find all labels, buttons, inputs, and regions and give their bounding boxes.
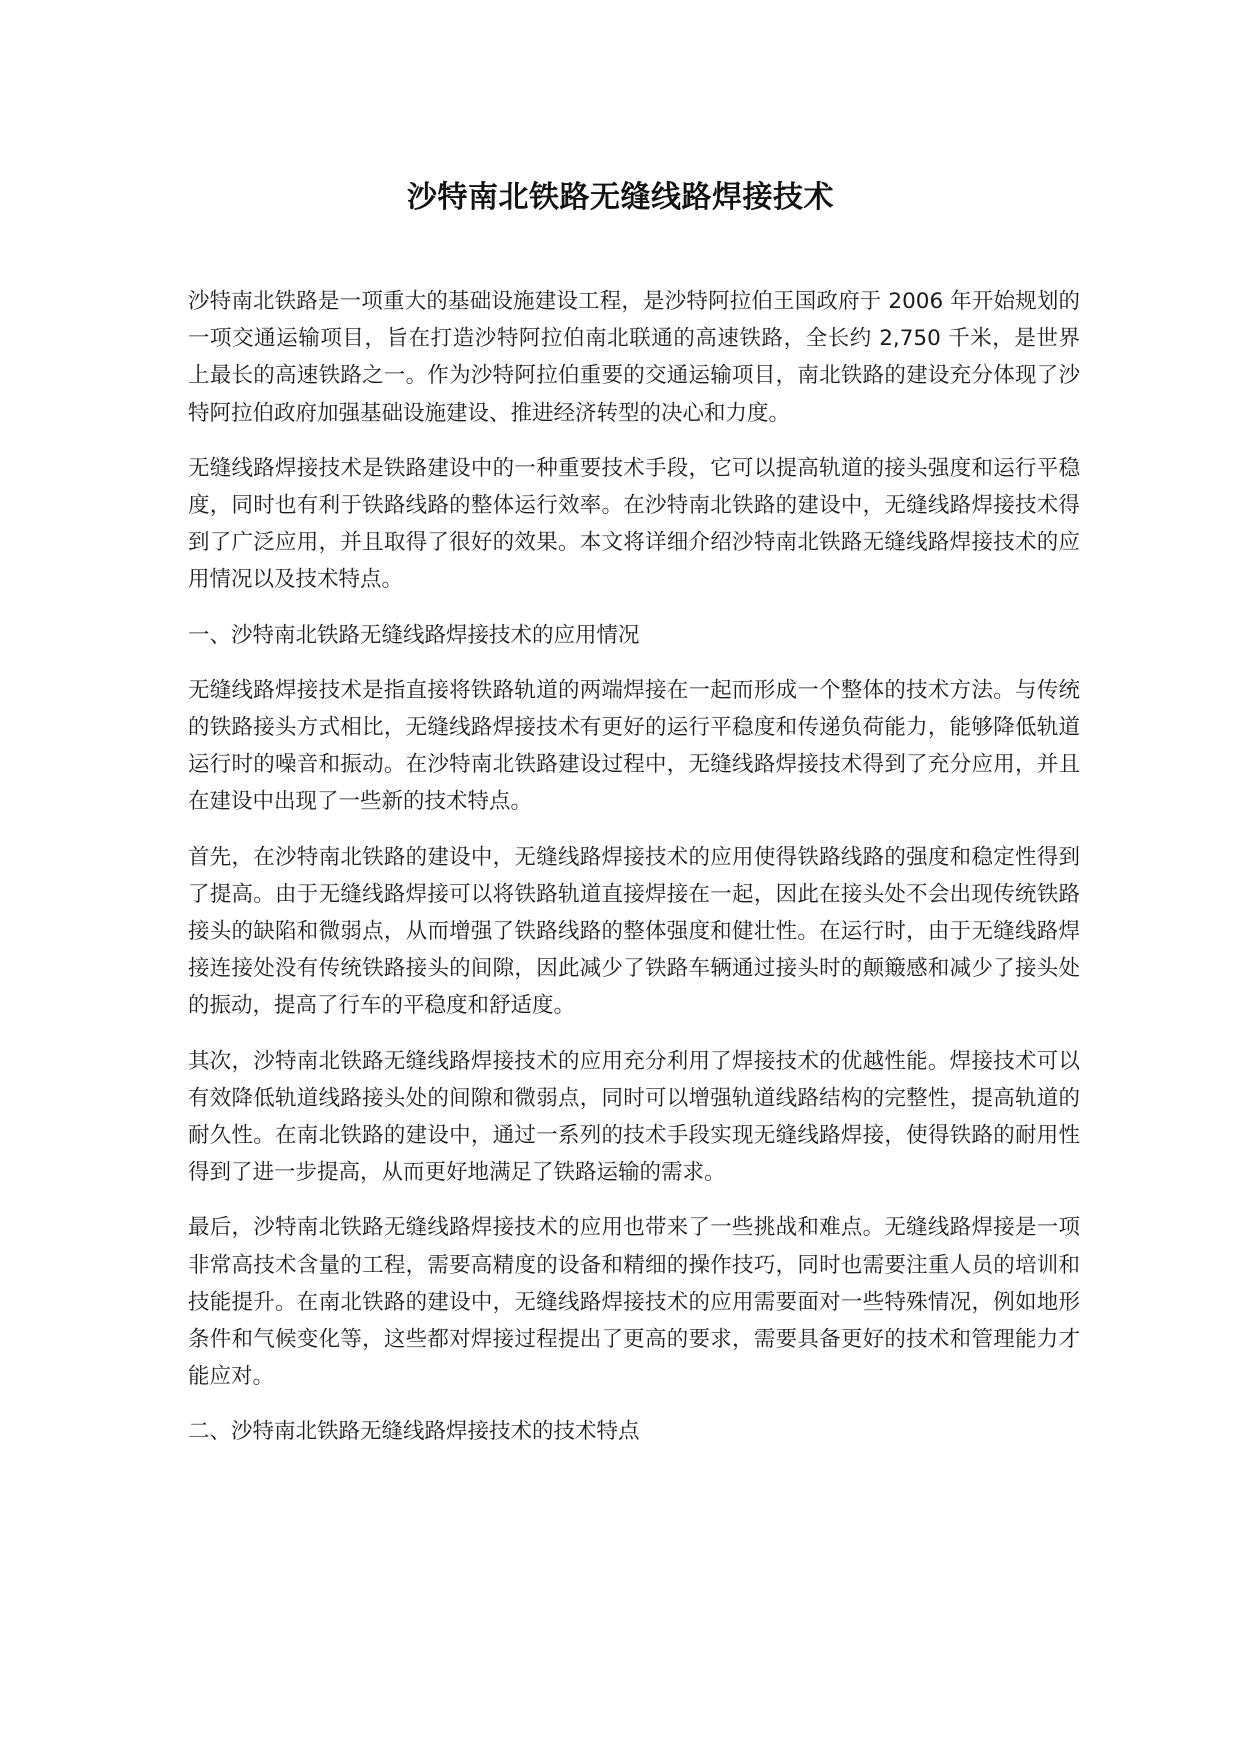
paragraph-first: 首先，在沙特南北铁路的建设中，无缝线路焊接技术的应用使得铁路线路的强度和稳定性得到了提高。由于无缝线路焊接可以将铁路轨道直接焊接在一起，因此在接头处不会出现传统铁路接头的缺陷和微弱点，从而增强了铁路线路的整体强度和健壮性。在运行时，由于无缝线路焊接连接处没有传统铁路接头的间隙，因此减少了铁路车辆通过接头时的颠簸感和减少了接头处的振动，提高了行车的平稳度和舒适度。 bbox=[188, 844, 1080, 1019]
paragraph-second: 其次，沙特南北铁路无缝线路焊接技术的应用充分利用了焊接技术的优越性能。焊接技术可以有效降低轨道线路接头处的间隙和微弱点，同时可以增强轨道线路结构的完整性，提高轨道的耐久性。在南北铁路的建设中，通过一系列的技术手段实现无缝线路焊接，使得铁路的耐用性得到了进一步提高，从而更好地满足了铁路运输的需求。 bbox=[188, 1048, 1080, 1186]
section-heading-1: 一、沙特南北铁路无缝线路焊接技术的应用情况 bbox=[188, 622, 640, 648]
paragraph-definition: 无缝线路焊接技术是指直接将铁路轨道的两端焊接在一起而形成一个整体的技术方法。与传统的铁路接头方式相比，无缝线路焊接技术有更好的运行平稳度和传递负荷能力，能够降低轨道运行时的噪音和振动。在沙特南北铁路建设过程中，无缝线路焊接技术得到了充分应用，并且在建设中出现了一些新的技术特点。 bbox=[188, 677, 1080, 815]
document-title: 沙特南北铁路无缝线路焊接技术 bbox=[407, 180, 834, 215]
section-heading-2: 二、沙特南北铁路无缝线路焊接技术的技术特点 bbox=[188, 1419, 640, 1445]
paragraph-last: 最后，沙特南北铁路无缝线路焊接技术的应用也带来了一些挑战和难点。无缝线路焊接是一项非常高技术含量的工程，需要高精度的设备和精细的操作技巧，同时也需要注重人员的培训和技能提升。在南北铁路的建设中，无缝线路焊接技术的应用需要面对一些特殊情况，例如地形条件和气候变化等，这些都对焊接过程提出了更高的要求，需要具备更好的技术和管理能力才能应对。 bbox=[188, 1215, 1080, 1390]
paragraph-overview: 无缝线路焊接技术是铁路建设中的一种重要技术手段，它可以提高轨道的接头强度和运行平稳度，同时也有利于铁路线路的整体运行效率。在沙特南北铁路的建设中，无缝线路焊接技术得到了广泛应用，并且取得了很好的效果。本文将详细介绍沙特南北铁路无缝线路焊接技术的应用情况以及技术特点。 bbox=[188, 455, 1080, 593]
document-body bbox=[188, 283, 1080, 1469]
paragraph-intro: 沙特南北铁路是一项重大的基础设施建设工程，是沙特阿拉伯王国政府于 2006 年开始规划的一项交通运输项目，旨在打造沙特阿拉伯南北联通的高速铁路，全长约 2,750 千米，是世界上最长的高速铁路之一。作为沙特阿拉伯重要的交通运输项目，南北铁路的建设充分体现了沙特阿拉伯政府加强基础设施建设、推进经济转型的决心和力度。 bbox=[188, 289, 1080, 426]
